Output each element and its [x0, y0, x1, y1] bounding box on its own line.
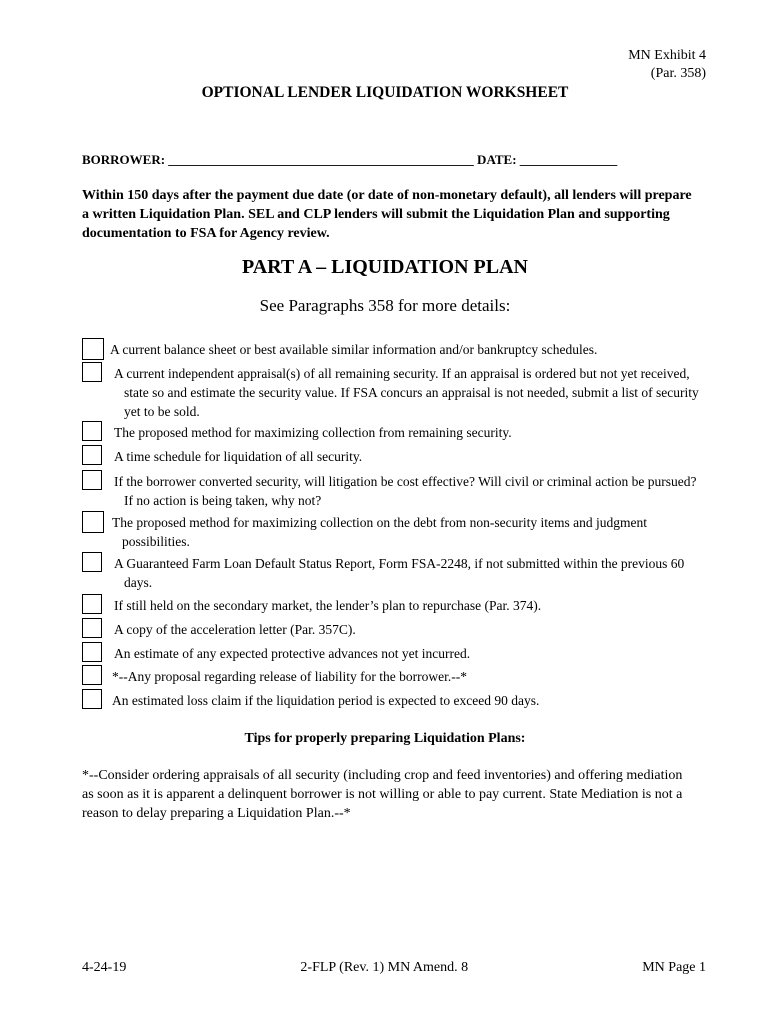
checkbox[interactable] — [82, 689, 102, 709]
tips-heading: Tips for properly preparing Liquidation Plans: — [244, 731, 526, 746]
checkbox[interactable] — [82, 618, 102, 638]
checkbox[interactable] — [82, 362, 102, 382]
footer-handbook: 2-FLP (Rev. 1) MN Amend. 8 — [300, 960, 469, 975]
checkbox[interactable] — [82, 552, 102, 572]
checklist-item-text: An estimate of any expected protective advances not yet incurred. — [114, 646, 471, 661]
page-footer — [82, 960, 706, 976]
checkbox[interactable] — [82, 445, 102, 465]
checklist-item-text: A current independent appraisal(s) of all remaining security. If an appraisal is ordered but not yet received, state so and estimate the security value. If FSA concurs an appraisal is not needed, submit a list of security yet to be sold. — [114, 366, 699, 419]
checkbox[interactable] — [82, 470, 102, 490]
checklist-item-text: A copy of the acceleration letter (Par. 357C). — [114, 622, 356, 637]
checklist-item-text: A current balance sheet or best available similar information and/or bankruptcy schedules. — [110, 342, 598, 357]
checklist-item-text: A Guaranteed Farm Loan Default Status Report, Form FSA-2248, if not submitted within the previous 60 days. — [114, 556, 685, 590]
intro-paragraph: Within 150 days after the payment due date (or date of non-monetary default), all lenders will prepare a written Liquidation Plan. SEL and CLP lenders will submit the Liquidation Plan and supporting documentation to FSA for Agency review. — [82, 188, 692, 241]
footer-page-number: MN Page 1 — [642, 960, 706, 975]
checkbox[interactable] — [82, 665, 102, 685]
paragraph-reference: (Par. 358) — [650, 66, 706, 81]
checklist-item-text: The proposed method for maximizing collection from remaining security. — [114, 425, 512, 440]
checklist-item-text: *--Any proposal regarding release of liability for the borrower.--* — [112, 669, 468, 684]
checkbox[interactable] — [82, 594, 102, 614]
footer-date: 4-24-19 — [82, 960, 127, 975]
checklist-item-text: A time schedule for liquidation of all security. — [114, 449, 363, 464]
see-paragraphs-note: See Paragraphs 358 for more details: — [259, 296, 511, 315]
checkbox[interactable] — [82, 642, 102, 662]
checkbox[interactable] — [82, 511, 104, 533]
part-a-heading: PART A – LIQUIDATION PLAN — [241, 256, 528, 278]
tips-body: *--Consider ordering appraisals of all security (including crop and feed inventories) and offering mediation as soon as it is apparent a delinquent borrower is not willing or able to pay current. State Mediation is not a reason to delay preparing a Liquidation Plan.--* — [82, 768, 683, 821]
exhibit-number: MN Exhibit 4 — [628, 48, 706, 63]
checklist-item-text: The proposed method for maximizing collection on the debt from non-security items and judgment possibilities. — [112, 515, 647, 549]
checklist-item-text: If still held on the secondary market, the lender’s plan to repurchase (Par. 374). — [114, 598, 542, 613]
checklist-item-text: An estimated loss claim if the liquidation period is expected to exceed 90 days. — [112, 693, 540, 708]
exhibit-reference — [628, 47, 706, 83]
checkbox[interactable] — [82, 421, 102, 441]
page-title: OPTIONAL LENDER LIQUIDATION WORKSHEET — [201, 84, 569, 101]
borrower-date-line: BORROWER: _______________________________________________ DATE: _______________ — [82, 152, 618, 167]
checklist-item-text: If the borrower converted security, will litigation be cost effective? Will civil or criminal action be pursued? If no action is being taken, why not? — [114, 474, 697, 508]
checkbox[interactable] — [82, 338, 104, 360]
